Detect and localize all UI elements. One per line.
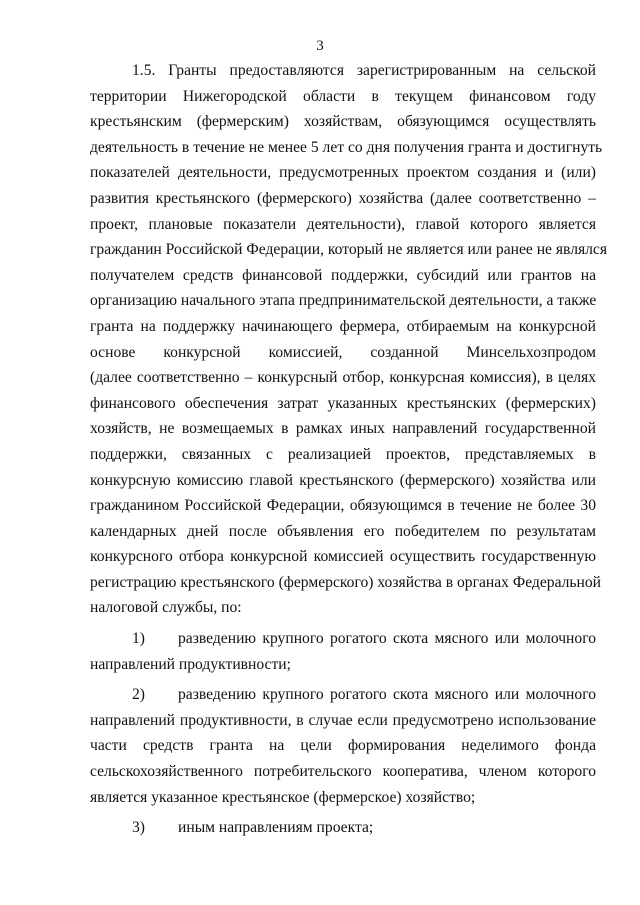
text-line	[90, 682, 596, 708]
text-line: хозяйств, не возмещаемых в рамках иных направлений государственной	[90, 420, 596, 438]
text-line	[90, 626, 596, 652]
list-number: 2)	[132, 686, 145, 704]
text-line: поддержки, связанных с реализацией проектов, представляемых в	[90, 445, 596, 463]
page-number: 3	[316, 38, 324, 54]
text-line: регистрацию крестьянского (фермерского) хозяйства в органах Федеральной	[90, 573, 602, 591]
list-item-text: иным направлениям проекта;	[178, 819, 374, 837]
text-line: крестьянским (фермерским) хозяйствам, обязующимся осуществлять	[90, 113, 596, 131]
text-line: гражданином Российской Федерации, обязующимся в течение не более 30	[90, 497, 596, 515]
text-line: проект, плановые показатели деятельности), главой которого является	[90, 215, 596, 233]
text-line: развития крестьянского (фермерского) хозяйства (далее соответственно –	[90, 189, 596, 207]
text-line: показателей деятельности, предусмотренных проектом создания и (или)	[90, 164, 596, 182]
text-line: части средств гранта на цели формирования неделимого фонда	[90, 737, 596, 755]
text-line: конкурсную комиссию главой крестьянского (фермерского) хозяйства или	[90, 471, 596, 489]
text-line: организацию начального этапа предпринимательской деятельности, а также	[90, 292, 597, 310]
text-line: налоговой службы, по:	[90, 599, 242, 617]
list-item-text: разведению крупного рогатого скота мясного или молочного	[178, 630, 596, 648]
document-body	[90, 58, 608, 841]
list-number: 3)	[132, 819, 145, 837]
text-line: деятельность в течение не менее 5 лет со дня получения гранта и достигнуть	[90, 138, 603, 156]
list-item-3	[90, 815, 596, 841]
text-line: получателем средств финансовой поддержки, субсидий или грантов на	[90, 266, 596, 284]
text-line: гражданин Российской Федерации, который не является или ранее не являлся	[90, 241, 608, 259]
list-item-text: разведению крупного рогатого скота мясного или молочного	[178, 686, 596, 704]
text-line: направлений продуктивности, в случае если предусмотрено использование	[90, 711, 596, 729]
text-line: календарных дней после объявления его победителем по результатам	[90, 522, 596, 540]
text-line	[90, 815, 596, 841]
paragraph-1-5	[90, 58, 608, 621]
list-number: 1)	[132, 630, 145, 648]
text-line: конкурсного отбора конкурсной комиссией осуществить государственную	[90, 548, 596, 566]
text-line: (далее соответственно – конкурсный отбор, конкурсная комиссия), в целях	[90, 369, 596, 387]
text-line: является указанное крестьянское (фермерское) хозяйство;	[90, 788, 476, 806]
text-line: гранта на поддержку начинающего фермера, отбираемым на конкурсной	[90, 317, 596, 335]
list-item-1	[90, 626, 596, 677]
text-line: направлений продуктивности;	[90, 655, 291, 673]
list-item-2	[90, 682, 596, 810]
text-line: сельскохозяйственного потребительского кооператива, членом которого	[90, 763, 596, 781]
text-line: территории Нижегородской области в текущем финансовом году	[90, 87, 596, 105]
text-line: 1.5. Гранты предоставляются зарегистрированным на сельской	[132, 62, 596, 79]
text-line: основе конкурсной комиссией, созданной Минсельхозпродом	[90, 343, 596, 361]
text-line: финансового обеспечения затрат указанных крестьянских (фермерских)	[90, 394, 596, 412]
